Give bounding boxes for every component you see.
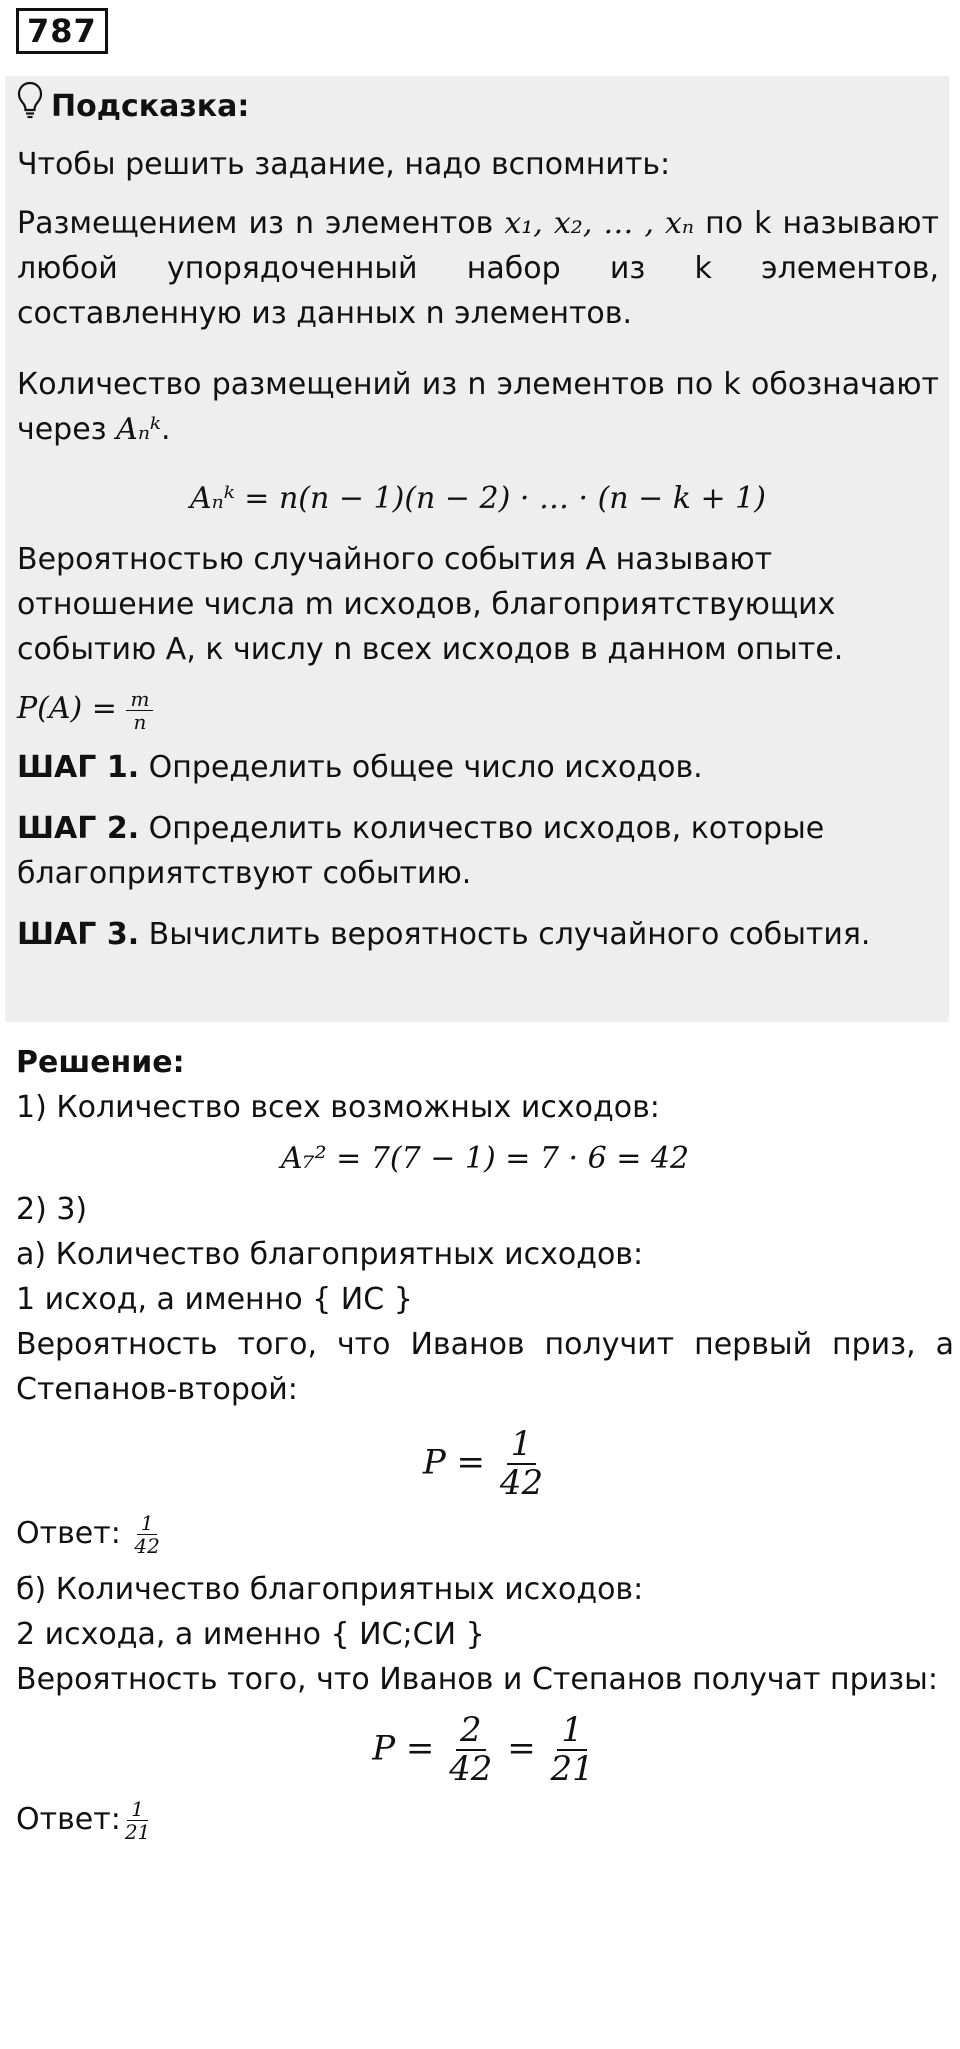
part-b-label: б) Количество благоприятных исходов: — [16, 1571, 644, 1607]
solution — [16, 1040, 954, 1843]
task-number: 787 — [16, 8, 108, 54]
solution-item-1: 1) Количество всех возможных исходов: — [16, 1090, 660, 1125]
probability-formula: P(A) = $\frac{m}{n}$ — [17, 686, 939, 733]
part-b-count: 2 исхода, а именно { ИС;СИ } — [16, 1616, 485, 1652]
placement-count-text: Количество размещений из n элементов по k обозначают через Aₙᵏ. — [17, 367, 939, 447]
placement-definition: Размещением из n элементов x₁, x₂, … , xₙ по k называют любой упорядоченный набор из k элементов, составленную из данных n элементов. — [17, 206, 939, 331]
hint-header — [17, 78, 939, 134]
part-a-formula: P = $\frac{1}{42}$ — [422, 1424, 544, 1504]
part-b-formula: P = $\frac{2}{42}$ = $\frac{1}{21}$ — [372, 1709, 594, 1790]
total-outcomes-formula: A₇² = 7(7 − 1) = 7 · 6 = 42 — [280, 1141, 690, 1176]
hint-intro: Чтобы решить задание, надо вспомнить: — [17, 147, 671, 182]
part-a-label: а) Количество благоприятных исходов: — [16, 1237, 644, 1272]
part-b-answer: Ответ: $\frac{1}{21}$ — [16, 1796, 151, 1844]
lightbulb-icon — [17, 81, 43, 132]
sequence-x: x₁, x₂, … , xₙ — [504, 206, 695, 241]
part-a-probability-text: Вероятность того, что Иванов получит первый приз, а Степанов-второй: — [16, 1327, 954, 1407]
placement-formula: Aₙᵏ = n(n − 1)(n − 2) · … · (n − k + 1) — [190, 481, 766, 516]
probability-definition: Вероятностью случайного события A называют отношение числа m исходов, благоприятствующих событию A, к числу n всех исходов в данном опыте. — [17, 542, 844, 667]
step-3: ШАГ 3. Вычислить вероятность случайного события. — [17, 916, 871, 952]
hint-box — [5, 76, 949, 1022]
part-a-count: 1 исход, а именно { ИС } — [16, 1282, 413, 1317]
part-a-answer: Ответ: $\frac{1}{42}$ — [16, 1510, 160, 1558]
solution-title: Решение: — [16, 1045, 185, 1080]
step-1: ШАГ 1. Определить общее число исходов. — [17, 749, 703, 785]
step-2: ШАГ 2. Определить количество исходов, которые благоприятствуют событию. — [17, 810, 825, 891]
part-b-probability-text: Вероятность того, что Иванов и Степанов получат призы: — [16, 1661, 938, 1697]
placement-symbol: Aₙᵏ — [116, 412, 161, 447]
solution-item-2-3: 2) 3) — [16, 1192, 88, 1227]
hint-title: Подсказка: — [51, 88, 250, 124]
